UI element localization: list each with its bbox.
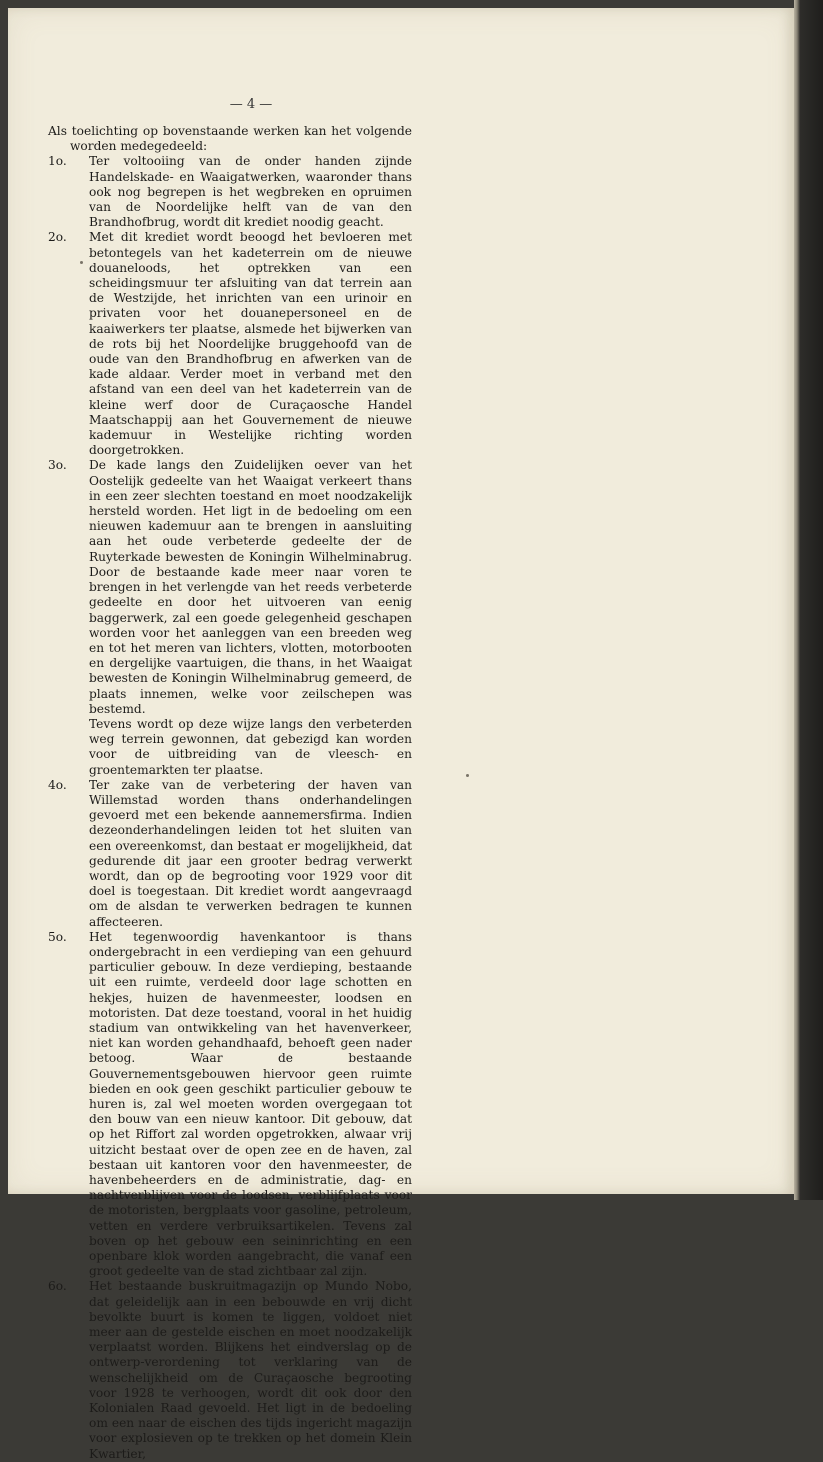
item-paragraph: Tevens wordt op deze wijze langs den verbeterden weg terrein gewonnen, dat gebezigd kan worden voor de uitbreiding van de vleesch- en groentemarkten ter plaatse. (89, 716, 412, 777)
intro-paragraph: Als toelichting op bovenstaande werken kan het volgende worden medegedeeld: (48, 124, 412, 154)
paper-speck (80, 261, 83, 264)
book-spine-edge (794, 0, 823, 1200)
item-paragraph: Ter voltooiing van de onder handen zijnde Handelskade- en Waaigatwerken, waaronder thans ook nog begrepen is het wegbreken en opruimen van de Noordelijke helft van de van den Brandhofbrug, wordt dit krediet noodig geacht. (89, 154, 412, 230)
list-item (48, 230, 412, 458)
paper-speck (466, 774, 469, 777)
list-item (48, 154, 412, 230)
numbered-list (48, 154, 412, 1461)
item-number: 1o. (48, 154, 67, 169)
list-item (48, 458, 412, 777)
body-text (48, 124, 412, 1462)
list-item (48, 1279, 412, 1461)
item-paragraph: Het bestaande buskruitmagazijn op Mundo Nobo, dat geleidelijk aan in een bebouwde en vrij dicht bevolkte buurt is komen te liggen, voldoet niet meer aan de gestelde eischen en moet noodzakelijk verplaatst worden. Blijkens het eindverslag op de ontwerp-verordening tot verklaring van de wenschelijkheid om de Curaçaosche begrooting voor 1928 te verhoogen, wordt dit ook door den Kolonialen Raad gevoeld. Het ligt in de bedoeling om een naar de eischen des tijds ingericht magazijn voor explosieven op te trekken op het domein Klein Kwartier, (89, 1279, 412, 1461)
item-number: 6o. (48, 1279, 67, 1294)
item-paragraph: Met dit krediet wordt beoogd het bevloeren met betontegels van het kadeterrein om de nieuwe douaneloods, het optrekken van een scheidingsmuur ter afsluiting van dat terrein aan de Westzijde, het inrichten van een urinoir en privaten voor het douanepersoneel en de kaaiwerkers ter plaatse, alsmede het bijwerken van de rots bij het Noordelijke bruggehoofd van de oude van den Brandhofbrug en afwerken van de kade aldaar. Verder moet in verband met den afstand van een deel van het kadeterrein van de kleine werf door de Curaçaosche Handel Maatschappij aan het Gouvernement de nieuwe kademuur in Westelijke richting worden doorgetrokken. (89, 230, 412, 458)
item-number: 3o. (48, 458, 67, 473)
item-paragraph: Ter zake van de verbetering der haven van Willemstad worden thans onderhandelingen gevoerd met een bekende aannemersfirma. Indien dezeonderhandelingen leiden tot het sluiten van een overeenkomst, dan bestaat er mogelijkheid, dat gedurende dit jaar een grooter bedrag verwerkt wordt, dan op de begrooting voor 1929 voor dit doel is toegestaan. Dit krediet wordt aangevraagd om de alsdan te verwerken bedragen te kunnen affecteeren. (89, 777, 412, 929)
item-number: 2o. (48, 230, 67, 245)
page-number: — 4 — (229, 97, 273, 112)
list-item (48, 930, 412, 1280)
item-paragraph: Het tegenwoordig havenkantoor is thans ondergebracht in een verdieping van een gehuurd particulier gebouw. In deze verdieping, bestaande uit een ruimte, verdeeld door lage schotten en hekjes, huizen de havenmeester, loodsen en motoristen. Dat deze toestand, vooral in het huidig stadium van ontwikkeling van het havenverkeer, niet kan worden gehandhaafd, behoeft geen nader betoog. Waar de bestaande Gouvernementsgebouwen hiervoor geen ruimte bieden en ook geen geschikt particulier gebouw te huren is, zal wel moeten worden overgegaan tot den bouw van een nieuw kantoor. Dit gebouw, dat op het Riffort zal worden opgetrokken, alwaar vrij uitzicht bestaat over de open zee en de haven, zal bestaan uit kantoren voor den havenmeester, de havenbeheerders en de administratie, dag- en nachtverblijven voor de loodsen, verblijfplaats voor de motoristen, bergplaats voor gasoline, petroleum, vetten en verdere verbruiksartikelen. Tevens zal boven op het gebouw een seininrichting en een openbare klok worden aangebracht, die vanaf een groot gedeelte van de stad zichtbaar zal zijn. (89, 929, 412, 1279)
item-paragraph: De kade langs den Zuidelijken oever van het Oostelijk gedeelte van het Waaigat verkeert thans in een zeer slechten toestand en moet noodzakelijk hersteld worden. Het ligt in de bedoeling om een nieuwen kademuur aan te brengen in aansluiting aan het oude verbeterde gedeelte der de Ruyterkade bewesten de Koningin Wilhelminabrug. Door de bestaande kade meer naar voren te brengen in het verlengde van het reeds verbeterde gedeelte en door het uitvoeren van eenig baggerwerk, zal een goede gelegenheid geschapen worden voor het aanleggen van een breeden weg en tot het meren van lichters, vlotten, motorbooten en dergelijke vaartuigen, die thans, in het Waaigat bewesten de Koningin Wilhelminabrug gemeerd, de plaats innemen, welke voor zeilschepen was bestemd. (89, 458, 412, 716)
item-number: 5o. (48, 929, 67, 944)
document-page (8, 8, 794, 1461)
item-number: 4o. (48, 777, 67, 792)
list-item (48, 778, 412, 930)
